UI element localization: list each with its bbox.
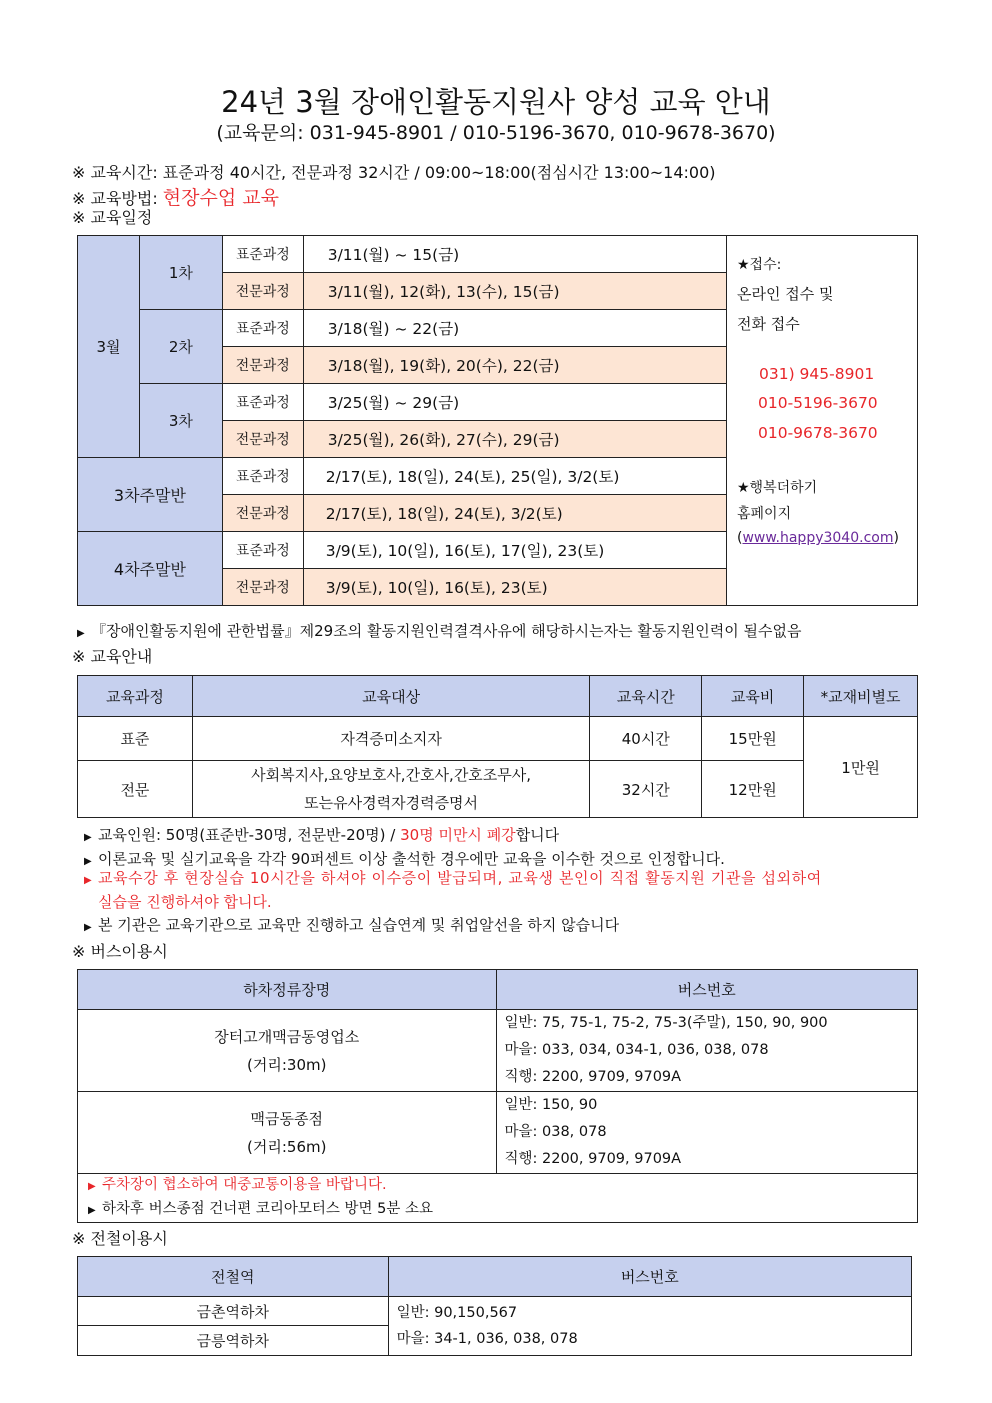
- pro-dates: 2/17(토), 18(일), 24(토), 3/2(토): [303, 495, 727, 532]
- stop-cell: [78, 1010, 497, 1092]
- note-practicum: [84, 867, 822, 888]
- phone-3: 010-9678-3670: [758, 424, 878, 442]
- header-station: 전철역: [78, 1257, 389, 1297]
- schedule-heading: ※ 교육일정: [72, 208, 153, 227]
- bus-note-walk: [88, 1198, 917, 1222]
- bus-general: 일반: 75, 75-1, 75-2, 75-3(주말), 150, 90, 900: [504, 1015, 828, 1031]
- pro-label: 전문과정: [222, 347, 303, 384]
- pro-label: 전문과정: [222, 421, 303, 458]
- reception-line1: 온라인 접수 및: [737, 285, 834, 303]
- contact-subtitle: (교육문의: 031-945-8901 / 010-5196-3670, 010-9678-3670): [216, 122, 776, 144]
- target-cell: 자격증미소지자: [192, 717, 589, 761]
- legal-notice: [77, 620, 802, 641]
- std-label: 표준과정: [222, 236, 303, 273]
- std-dates: 3/11(월) ~ 15(금): [303, 236, 727, 273]
- education-info-table: [77, 675, 918, 818]
- group-name: 3차: [139, 384, 222, 458]
- month-cell: 3월: [78, 236, 140, 458]
- bus-note-text: 하차후 버스종점 건너편 코리아모터스 방면 5분 소요: [102, 1201, 434, 1217]
- bus-number-cell: [496, 1010, 918, 1092]
- header-fee: 교육비: [702, 676, 804, 717]
- bus-express: 직행: 2200, 9709, 9709A: [504, 1151, 682, 1167]
- std-dates: 3/9(토), 10(일), 16(토), 17(일), 23(토): [303, 532, 727, 569]
- subway-bus-cell: [388, 1297, 911, 1356]
- group-name: 4차주말반: [78, 532, 223, 606]
- pro-dates: 3/11(월), 12(화), 13(수), 15(금): [303, 273, 727, 310]
- std-label: 표준과정: [222, 458, 303, 495]
- legal-notice-text: 『장애인활동지원에 관한법률』제29조의 활동지원인력결격사유에 해당하시는자는 활동지원인력이 될수없음: [91, 622, 802, 640]
- std-dates: 3/25(월) ~ 29(금): [303, 384, 727, 421]
- target-line-2: 또는유사경력자경력증명서: [304, 794, 479, 812]
- stop-distance: (거리:30m): [247, 1055, 327, 1074]
- note-practicum-cont: 실습을 진행하셔야 합니다.: [98, 893, 272, 911]
- bus-general: 일반: 150, 90: [504, 1097, 598, 1113]
- header-bus-number: 버스번호: [388, 1257, 911, 1297]
- reception-line2: 전화 접수: [737, 315, 800, 333]
- subway-table: [77, 1256, 912, 1356]
- hours-cell: 32시간: [590, 761, 702, 818]
- phone-1: 031) 945-8901: [759, 365, 875, 383]
- pro-label: 전문과정: [222, 569, 303, 606]
- education-time: ※ 교육시간: 표준과정 40시간, 전문과정 32시간 / 09:00~18:00(점심시간 13:00~14:00): [72, 163, 716, 182]
- bullet-triangle-icon: ▶: [84, 922, 92, 933]
- pro-label: 전문과정: [222, 273, 303, 310]
- education-method-value: 현장수업 교육: [162, 187, 279, 209]
- note-text: 교육인원: 50명(표준반-30명, 전문반-20명) /: [98, 826, 401, 844]
- std-label: 표준과정: [222, 532, 303, 569]
- header-target: 교육대상: [192, 676, 589, 717]
- note-institution: [84, 914, 619, 935]
- header-bus-number: 버스번호: [496, 970, 918, 1010]
- station-cell: 금릉역하차: [78, 1326, 389, 1356]
- pro-dates: 3/25(월), 26(화), 27(수), 29(금): [303, 421, 727, 458]
- homepage-url-line: [737, 530, 899, 546]
- bus-village: 마을: 038, 078: [504, 1124, 607, 1140]
- bullet-triangle-icon: ▶: [88, 1181, 96, 1192]
- bullet-triangle-icon: ▶: [84, 875, 93, 886]
- homepage-label: 홈페이지: [737, 506, 792, 522]
- bus-express: 직행: 2200, 9709, 9709A: [504, 1069, 682, 1085]
- target-cell: [192, 761, 589, 818]
- stop-distance: (거리:56m): [247, 1137, 327, 1156]
- fee-cell: 12만원: [702, 761, 804, 818]
- info-heading: ※ 교육안내: [72, 647, 153, 666]
- paren-close: ): [893, 530, 899, 546]
- stop-cell: [78, 1092, 497, 1174]
- homepage-link[interactable]: www.happy3040.com: [742, 530, 894, 546]
- page-title: 24년 3월 장애인활동지원사 양성 교육 안내: [221, 85, 771, 119]
- stop-name: 장터고개맥금동영업소: [214, 1027, 360, 1046]
- bus-heading: ※ 버스이용시: [72, 942, 168, 961]
- course-cell: 표준: [78, 717, 193, 761]
- phone-2: 010-5196-3670: [758, 394, 878, 412]
- pro-dates: 3/18(월), 19(화), 20(수), 22(금): [303, 347, 727, 384]
- pro-dates: 3/9(토), 10(일), 16(토), 23(토): [303, 569, 727, 606]
- note-capacity: [84, 824, 559, 845]
- pro-label: 전문과정: [222, 495, 303, 532]
- station-cell: 금촌역하차: [78, 1297, 389, 1326]
- bullet-triangle-icon: ▶: [88, 1205, 96, 1216]
- bus-note-text: 주차장이 협소하여 대중교통이용을 바랍니다.: [102, 1177, 387, 1193]
- bus-notes-cell: [78, 1174, 918, 1223]
- bus-note-parking: [88, 1174, 917, 1198]
- note-attendance: [84, 848, 725, 869]
- note-text: 이론교육 및 실기교육을 각각 90퍼센트 이상 출석한 경우에만 교육을 이수한 것으로 인정합니다.: [98, 850, 725, 868]
- reception-title: ★접수:: [737, 257, 782, 273]
- course-cell: 전문: [78, 761, 193, 818]
- header-course: 교육과정: [78, 676, 193, 717]
- bus-general: 일반: 90,150,567: [396, 1305, 518, 1321]
- header-stop: 하차정류장명: [78, 970, 497, 1010]
- bullet-triangle-icon: ▶: [77, 628, 85, 639]
- bus-table: [77, 969, 918, 1223]
- bus-village: 마을: 34-1, 036, 038, 078: [396, 1331, 578, 1347]
- target-line-1: 사회복지사,요양보호사,간호사,간호조무사,: [251, 766, 532, 784]
- note-text: 합니다: [515, 826, 560, 844]
- bullet-triangle-icon: ▶: [84, 856, 92, 867]
- std-label: 표준과정: [222, 310, 303, 347]
- book-fee-cell: 1만원: [804, 717, 918, 818]
- stop-name: 맥금동종점: [250, 1109, 323, 1128]
- note-text: 교육수강 후 현장실습 10시간을 하셔야 이수증이 발급되며, 교육생 본인이 직접 활동지원 기관을 섭외하여: [98, 869, 822, 887]
- group-name: 3차주말반: [78, 458, 223, 532]
- hours-cell: 40시간: [590, 717, 702, 761]
- group-name: 1차: [139, 236, 222, 310]
- header-book-fee: *교재비별도: [804, 676, 918, 717]
- std-dates: 3/18(월) ~ 22(금): [303, 310, 727, 347]
- fee-cell: 15만원: [702, 717, 804, 761]
- std-dates: 2/17(토), 18(일), 24(토), 25(일), 3/2(토): [303, 458, 727, 495]
- education-method-label: ※ 교육방법:: [72, 189, 163, 208]
- bus-number-cell: [496, 1092, 918, 1174]
- homepage-title: ★행복더하기: [737, 480, 818, 496]
- note-text: 본 기관은 교육기관으로 교육만 진행하고 실습연계 및 취업알선을 하지 않습니다: [98, 916, 620, 934]
- subway-heading: ※ 전철이용시: [72, 1229, 168, 1248]
- header-hours: 교육시간: [590, 676, 702, 717]
- note-red-text: 30명 미만시 폐강: [400, 826, 516, 844]
- bullet-triangle-icon: ▶: [84, 832, 92, 843]
- paren-open: (: [737, 530, 743, 546]
- std-label: 표준과정: [222, 384, 303, 421]
- group-name: 2차: [139, 310, 222, 384]
- bus-village: 마을: 033, 034, 034-1, 036, 038, 078: [504, 1042, 769, 1058]
